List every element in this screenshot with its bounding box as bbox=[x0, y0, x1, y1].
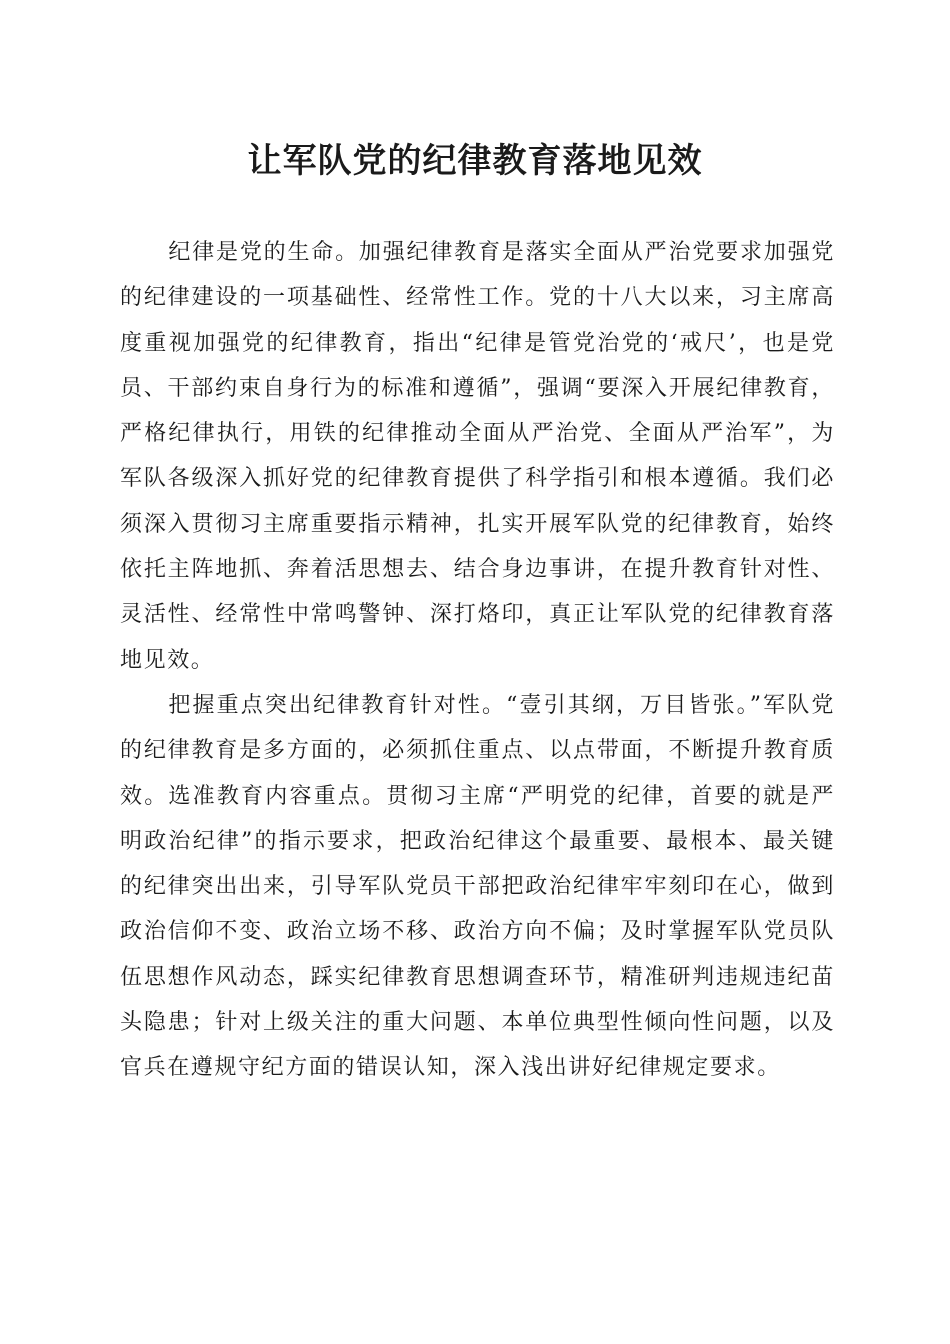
document-body bbox=[120, 230, 835, 1091]
paragraph-2: 把握重点突出纪律教育针对性。“壹引其纲，万目皆张。”军队党的纪律教育是多方面的，必须抓住重点、以点带面，不断提升教育质效。选准教育内容重点。贯彻习主席“严明党的纪律，首要的就是严明政治纪律”的指示要求，把政治纪律这个最重要、最根本、最关键的纪律突出出来，引导军队党员干部把政治纪律牢牢刻印在心，做到政治信仰不变、政治立场不移、政治方向不偏；及时掌握军队党员队伍思想作风动态，踩实纪律教育思想调查环节，精准研判违规违纪苗头隐患；针对上级关注的重大问题、本单位典型性倾向性问题，以及官兵在遵规守纪方面的错误认知，深入浅出讲好纪律规定要求。 bbox=[120, 692, 835, 1081]
document-title: 让军队党的纪律教育落地见效 bbox=[247, 141, 703, 181]
paragraph-1: 纪律是党的生命。加强纪律教育是落实全面从严治党要求加强党的纪律建设的一项基础性、经常性工作。党的十八大以来，习主席高度重视加强党的纪律教育，指出“纪律是管党治党的‘戒尺’，也是党员、干部约束自身行为的标准和遵循”，强调“要深入开展纪律教育，严格纪律执行，用铁的纪律推动全面从严治党、全面从严治军”，为军队各级深入抓好党的纪律教育提供了科学指引和根本遵循。我们必须深入贯彻习主席重要指示精神，扎实开展军队党的纪律教育，始终依托主阵地抓、奔着活思想去、结合身边事讲，在提升教育针对性、灵活性、经常性中常鸣警钟、深打烙印，真正让军队党的纪律教育落地见效。 bbox=[120, 240, 835, 673]
